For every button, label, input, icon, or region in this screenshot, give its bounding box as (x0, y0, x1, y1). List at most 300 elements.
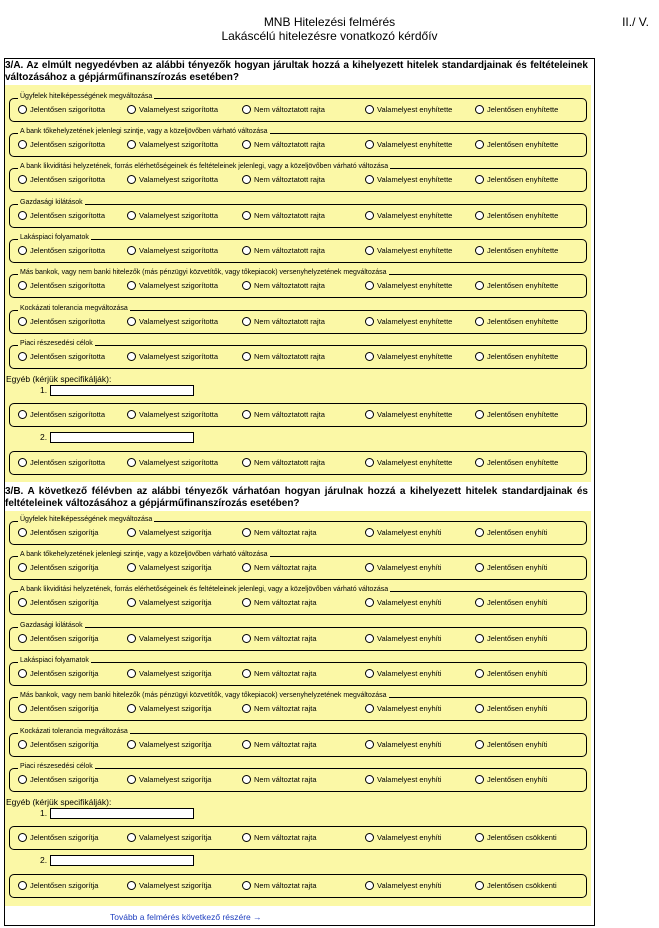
option-label: Valamelyest enyhítette (377, 317, 453, 326)
section-b-factor-2 (9, 551, 587, 580)
radio-button-icon[interactable] (242, 175, 251, 184)
section-b-factor-8-option-4[interactable] (365, 775, 441, 784)
option-label: Valamelyest enyhítette (377, 246, 453, 255)
radio-button-icon[interactable] (365, 458, 374, 467)
option-label: Jelentősen enyhítette (487, 317, 559, 326)
section-b-factor-5-option-4[interactable] (365, 669, 441, 678)
option-label: Jelentősen enyhíti (487, 634, 548, 643)
section-b-factor-3-option-4[interactable] (365, 598, 441, 607)
radio-button-icon[interactable] (242, 246, 251, 255)
radio-button-icon[interactable] (127, 281, 136, 290)
radio-button-icon[interactable] (127, 211, 136, 220)
option-label: Nem változtat rajta (254, 598, 317, 607)
section-a-factor-1-option-3[interactable] (242, 105, 325, 114)
section-a-other-1-group (9, 403, 587, 427)
radio-button-icon[interactable] (127, 458, 136, 467)
section-a-factor-6-option-1[interactable] (18, 281, 105, 290)
section-b-factor-5-option-3[interactable] (242, 669, 317, 678)
section-b-factor-6-option-3[interactable] (242, 704, 317, 713)
section-b-factor-1-option-3[interactable] (242, 528, 317, 537)
radio-button-icon[interactable] (365, 175, 374, 184)
radio-button-icon[interactable] (127, 704, 136, 713)
radio-button-icon[interactable] (365, 410, 374, 419)
radio-button-icon[interactable] (475, 563, 484, 572)
section-a-factor-7-option-1[interactable] (18, 317, 105, 326)
section-a-other-1-group-option-3[interactable] (242, 410, 325, 419)
section-b-factor-7-label: Kockázati tolerancia megváltozása (20, 728, 128, 735)
section-a-other-2-group-option-5[interactable] (475, 458, 558, 467)
radio-button-icon[interactable] (127, 669, 136, 678)
survey-subtitle: Lakáscélú hitelezésre vonatkozó kérdőív (221, 29, 438, 43)
radio-button-icon[interactable] (365, 881, 374, 890)
section-a-other-1-group-option-4[interactable] (365, 410, 452, 419)
option-label: Valamelyest szigorította (139, 175, 219, 184)
radio-button-icon[interactable] (18, 669, 27, 678)
section-a-factor-1-label: Ügyfelek hitelképességének megváltozása (20, 93, 153, 100)
section-a-factor-8-option-2[interactable] (127, 352, 218, 361)
section-b-factor-8-option-1[interactable] (18, 775, 98, 784)
radio-button-icon[interactable] (365, 740, 374, 749)
radio-button-icon[interactable] (18, 881, 27, 890)
radio-button-icon[interactable] (127, 246, 136, 255)
radio-button-icon[interactable] (475, 775, 484, 784)
option-label: Valamelyest szigorította (139, 458, 219, 467)
section-a-factor-4-option-5[interactable] (475, 211, 558, 220)
option-label: Valamelyest enyhíti (377, 704, 442, 713)
section-b-factor-5-label: Lakáspiaci folyamatok (20, 657, 89, 664)
radio-button-icon[interactable] (127, 175, 136, 184)
radio-button-icon[interactable] (18, 175, 27, 184)
radio-button-icon[interactable] (18, 317, 27, 326)
option-label: Nem változtat rajta (254, 563, 317, 572)
option-label: Nem változtatott rajta (254, 105, 325, 114)
survey-title: MNB Hitelezési felmérés (263, 15, 396, 29)
option-label: Jelentősen enyhíti (487, 528, 548, 537)
section-a-other-2-group (9, 451, 587, 475)
radio-button-icon[interactable] (365, 833, 374, 842)
section-b-factor-7-option-2[interactable] (127, 740, 211, 749)
section-b-factor-1-option-5[interactable] (475, 528, 547, 537)
radio-button-icon[interactable] (127, 105, 136, 114)
radio-button-icon[interactable] (475, 833, 484, 842)
section-a-factor-3-option-5[interactable] (475, 175, 558, 184)
option-label: Valamelyest szigorítja (139, 634, 212, 643)
option-label: Valamelyest enyhítette (377, 211, 453, 220)
radio-button-icon[interactable] (18, 563, 27, 572)
section-b-factor-7 (9, 728, 587, 757)
radio-button-icon[interactable] (365, 704, 374, 713)
section-a-title: 3/A. Az elmúlt negyedévben az alábbi tényezők hogyan járultak hozzá a kihelyezett hitelek standardjainak és feltételeinek változásához a gépjárműfinanszírozás esetében? (5, 60, 588, 83)
radio-button-icon[interactable] (127, 563, 136, 572)
radio-button-icon[interactable] (242, 775, 251, 784)
option-label: Valamelyest szigorítja (139, 833, 212, 842)
radio-button-icon[interactable] (127, 317, 136, 326)
option-label: Jelentősen enyhítette (487, 246, 559, 255)
section-b-factor-2-option-4[interactable] (365, 563, 441, 572)
section-a-factor-2-option-2[interactable] (127, 140, 218, 149)
radio-button-icon[interactable] (18, 105, 27, 114)
radio-button-icon[interactable] (365, 563, 374, 572)
option-label: Jelentősen csökkenti (487, 833, 557, 842)
next-section-link[interactable]: Tovább a felmérés következő részére → (110, 912, 262, 922)
radio-button-icon[interactable] (475, 458, 484, 467)
radio-button-icon[interactable] (475, 881, 484, 890)
section-a-factor-5 (9, 234, 587, 263)
radio-button-icon[interactable] (242, 669, 251, 678)
section-a-factor-5-option-4[interactable] (365, 246, 452, 255)
radio-button-icon[interactable] (365, 281, 374, 290)
option-label: Valamelyest szigorította (139, 281, 219, 290)
option-label: Nem változtat rajta (254, 881, 317, 890)
option-label: Jelentősen szigorította (30, 175, 106, 184)
section-a-factor-2-option-5[interactable] (475, 140, 558, 149)
section-b-factor-1-label: Ügyfelek hitelképességének megváltozása (20, 516, 153, 523)
radio-button-icon[interactable] (365, 246, 374, 255)
radio-button-icon[interactable] (242, 881, 251, 890)
option-label: Valamelyest enyhíti (377, 833, 442, 842)
section-b-factor-6 (9, 692, 587, 721)
option-label: Nem változtat rajta (254, 669, 317, 678)
option-label: Jelentősen szigorítja (30, 740, 99, 749)
section-a-factor-8 (9, 340, 587, 369)
section-b-factor-2-option-2[interactable] (127, 563, 211, 572)
section-a-factor-1-option-4[interactable] (365, 105, 452, 114)
option-label: Jelentősen szigorítja (30, 634, 99, 643)
radio-button-icon[interactable] (18, 211, 27, 220)
radio-button-icon[interactable] (127, 140, 136, 149)
section-a-other-2-group-option-3[interactable] (242, 458, 325, 467)
section-a-factor-6-option-2[interactable] (127, 281, 218, 290)
section-a-factor-5-option-3[interactable] (242, 246, 325, 255)
option-label: Nem változtatott rajta (254, 211, 325, 220)
radio-button-icon[interactable] (127, 598, 136, 607)
option-label: Nem változtatott rajta (254, 317, 325, 326)
radio-button-icon[interactable] (242, 528, 251, 537)
radio-button-icon[interactable] (18, 410, 27, 419)
radio-button-icon[interactable] (18, 740, 27, 749)
radio-button-icon[interactable] (365, 105, 374, 114)
section-a-other-1-num: 1. (40, 385, 48, 395)
option-label: Jelentősen enyhíti (487, 598, 548, 607)
section-b-factor-8-option-3[interactable] (242, 775, 317, 784)
option-label: Valamelyest szigorította (139, 105, 219, 114)
radio-button-icon[interactable] (475, 528, 484, 537)
section-a-factor-1-option-1[interactable] (18, 105, 105, 114)
section-a-other-2-group-option-4[interactable] (365, 458, 452, 467)
radio-button-icon[interactable] (127, 352, 136, 361)
section-a-factor-3-label: A bank likviditási helyzetének, forrás elérhetőségeinek és feltételeinek jelenlegi, vagy a közeljövőben várható változása (20, 163, 389, 170)
option-label: Valamelyest szigorítja (139, 598, 212, 607)
radio-button-icon[interactable] (18, 775, 27, 784)
radio-button-icon[interactable] (242, 352, 251, 361)
radio-button-icon[interactable] (365, 528, 374, 537)
section-a-factor-5-option-2[interactable] (127, 246, 218, 255)
radio-button-icon[interactable] (475, 410, 484, 419)
section-b-other-1-group-option-1[interactable] (18, 833, 98, 842)
section-b-title: 3/B. A következő félévben az alábbi tényezők várhatóan hogyan járulnak hozzá a kihelyezett hitelek standardjainak és feltételeinek változásához a gépjárműfinanszírozás esetében? (5, 486, 588, 509)
option-label: Valamelyest szigorította (139, 246, 219, 255)
section-a-factor-3-option-3[interactable] (242, 175, 325, 184)
radio-button-icon[interactable] (242, 704, 251, 713)
option-label: Valamelyest szigorítja (139, 740, 212, 749)
radio-button-icon[interactable] (365, 775, 374, 784)
option-label: Valamelyest enyhítette (377, 105, 453, 114)
option-label: Jelentősen csökkenti (487, 881, 557, 890)
option-label: Valamelyest enyhíti (377, 740, 442, 749)
radio-button-icon[interactable] (242, 140, 251, 149)
radio-button-icon[interactable] (127, 833, 136, 842)
option-label: Nem változtatott rajta (254, 281, 325, 290)
radio-button-icon[interactable] (127, 740, 136, 749)
section-a-factor-7-option-3[interactable] (242, 317, 325, 326)
section-b-other-2-group (9, 874, 587, 898)
section-b-factor-1-option-2[interactable] (127, 528, 211, 537)
section-b-factor-7-option-5[interactable] (475, 740, 547, 749)
option-label: Jelentősen szigorította (30, 211, 106, 220)
radio-button-icon[interactable] (365, 634, 374, 643)
radio-button-icon[interactable] (18, 833, 27, 842)
option-label: Valamelyest enyhítette (377, 410, 453, 419)
section-b-factor-3-option-1[interactable] (18, 598, 98, 607)
radio-button-icon[interactable] (18, 281, 27, 290)
option-label: Jelentősen szigorította (30, 410, 106, 419)
option-label: Nem változtat rajta (254, 704, 317, 713)
radio-button-icon[interactable] (242, 833, 251, 842)
section-a-factor-1-option-2[interactable] (127, 105, 218, 114)
section-b-factor-7-option-3[interactable] (242, 740, 317, 749)
section-b-factor-8-option-5[interactable] (475, 775, 547, 784)
radio-button-icon[interactable] (127, 881, 136, 890)
radio-button-icon[interactable] (475, 352, 484, 361)
radio-button-icon[interactable] (242, 105, 251, 114)
option-label: Valamelyest szigorította (139, 352, 219, 361)
section-a-factor-5-option-1[interactable] (18, 246, 105, 255)
section-a-other-1-group-option-2[interactable] (127, 410, 218, 419)
option-label: Nem változtatott rajta (254, 175, 325, 184)
section-b-factor-8-option-2[interactable] (127, 775, 211, 784)
section-a-factor-3-option-1[interactable] (18, 175, 105, 184)
section-b-factor-3-option-2[interactable] (127, 598, 211, 607)
radio-button-icon[interactable] (242, 281, 251, 290)
option-label: Nem változtatott rajta (254, 410, 325, 419)
section-b-factor-1-option-1[interactable] (18, 528, 98, 537)
section-a-factor-7-option-4[interactable] (365, 317, 452, 326)
section-b-other-1-group-option-2[interactable] (127, 833, 211, 842)
option-label: Valamelyest enyhítette (377, 352, 453, 361)
section-a-factor-3-option-4[interactable] (365, 175, 452, 184)
section-b-other-2-group-option-2[interactable] (127, 881, 211, 890)
radio-button-icon[interactable] (475, 211, 484, 220)
section-a-factor-2-option-1[interactable] (18, 140, 105, 149)
option-label: Jelentősen enyhítette (487, 175, 559, 184)
section-b-factor-6-option-2[interactable] (127, 704, 211, 713)
option-label: Valamelyest szigorítja (139, 881, 212, 890)
section-a-factor-2 (9, 128, 587, 157)
radio-button-icon[interactable] (242, 563, 251, 572)
section-b-factor-3-option-5[interactable] (475, 598, 547, 607)
section-b-other-2-group-option-3[interactable] (242, 881, 317, 890)
section-b-other-1-group-option-5[interactable] (475, 833, 557, 842)
option-label: Valamelyest szigorítja (139, 704, 212, 713)
section-b-factor-2-option-3[interactable] (242, 563, 317, 572)
section-a-other-2-group-option-1[interactable] (18, 458, 105, 467)
option-label: Valamelyest szigorítja (139, 775, 212, 784)
section-a-factor-5-option-5[interactable] (475, 246, 558, 255)
section-b-factor-1-option-4[interactable] (365, 528, 441, 537)
option-label: Jelentősen enyhítette (487, 105, 559, 114)
section-b-factor-2-option-5[interactable] (475, 563, 547, 572)
radio-button-icon[interactable] (127, 775, 136, 784)
section-a-factor-6-option-3[interactable] (242, 281, 325, 290)
option-label: Nem változtatott rajta (254, 246, 325, 255)
section-a-factor-4-option-4[interactable] (365, 211, 452, 220)
option-label: Jelentősen enyhíti (487, 704, 548, 713)
section-b-factor-4-option-1[interactable] (18, 634, 98, 643)
section-b-factor-6-option-5[interactable] (475, 704, 547, 713)
radio-button-icon[interactable] (18, 246, 27, 255)
radio-button-icon[interactable] (365, 317, 374, 326)
section-b-other-1-group (9, 826, 587, 850)
radio-button-icon[interactable] (242, 740, 251, 749)
section-b-factor-2-option-1[interactable] (18, 563, 98, 572)
section-b-factor-4-option-2[interactable] (127, 634, 211, 643)
section-b-other-2-group-option-1[interactable] (18, 881, 98, 890)
radio-button-icon[interactable] (365, 211, 374, 220)
section-a-other-2-input[interactable] (50, 432, 194, 443)
option-label: Valamelyest szigorította (139, 140, 219, 149)
radio-button-icon[interactable] (242, 410, 251, 419)
radio-button-icon[interactable] (475, 175, 484, 184)
radio-button-icon[interactable] (18, 352, 27, 361)
option-label: Valamelyest szigorítja (139, 563, 212, 572)
radio-button-icon[interactable] (475, 281, 484, 290)
radio-button-icon[interactable] (475, 246, 484, 255)
section-b-other-2-group-option-4[interactable] (365, 881, 441, 890)
option-label: Valamelyest enyhítette (377, 140, 453, 149)
section-b-factor-4-option-3[interactable] (242, 634, 317, 643)
option-label: Jelentősen szigorítja (30, 598, 99, 607)
section-b-factor-7-option-1[interactable] (18, 740, 98, 749)
option-label: Jelentősen szigorította (30, 352, 106, 361)
option-label: Valamelyest enyhíti (377, 775, 442, 784)
radio-button-icon[interactable] (18, 704, 27, 713)
radio-button-icon[interactable] (242, 458, 251, 467)
radio-button-icon[interactable] (127, 410, 136, 419)
section-b-factor-5-option-2[interactable] (127, 669, 211, 678)
section-b-factor-7-option-4[interactable] (365, 740, 441, 749)
section-b-factor-3-option-3[interactable] (242, 598, 317, 607)
radio-button-icon[interactable] (475, 669, 484, 678)
section-a-factor-4-option-2[interactable] (127, 211, 218, 220)
section-a-factor-2-option-3[interactable] (242, 140, 325, 149)
section-b-factor-5-option-1[interactable] (18, 669, 98, 678)
section-b-other-1-group-option-4[interactable] (365, 833, 441, 842)
option-label: Nem változtatott rajta (254, 352, 325, 361)
radio-button-icon[interactable] (242, 211, 251, 220)
option-label: Jelentősen szigorítja (30, 775, 99, 784)
section-a-factor-2-option-4[interactable] (365, 140, 452, 149)
section-b-factor-5-option-5[interactable] (475, 669, 547, 678)
option-label: Jelentősen enyhítette (487, 410, 559, 419)
section-a-factor-2-label: A bank tőkehelyzetének jelenlegi szintje, vagy a közeljövőben várható változása (20, 128, 268, 135)
radio-button-icon[interactable] (365, 140, 374, 149)
radio-button-icon[interactable] (127, 528, 136, 537)
section-b-other-1-input[interactable] (50, 808, 194, 819)
section-a-factor-7-option-5[interactable] (475, 317, 558, 326)
radio-button-icon[interactable] (475, 634, 484, 643)
radio-button-icon[interactable] (475, 598, 484, 607)
section-b-factor-6-option-1[interactable] (18, 704, 98, 713)
radio-button-icon[interactable] (18, 458, 27, 467)
option-label: Nem változtatott rajta (254, 458, 325, 467)
section-a-other-1-input[interactable] (50, 385, 194, 396)
section-a-factor-8-option-5[interactable] (475, 352, 558, 361)
radio-button-icon[interactable] (242, 634, 251, 643)
section-b-factor-4-option-4[interactable] (365, 634, 441, 643)
radio-button-icon[interactable] (18, 140, 27, 149)
radio-button-icon[interactable] (475, 140, 484, 149)
radio-button-icon[interactable] (18, 528, 27, 537)
section-a-factor-8-option-1[interactable] (18, 352, 105, 361)
section-a-other-1-group-option-1[interactable] (18, 410, 105, 419)
section-a-other-2-group-option-2[interactable] (127, 458, 218, 467)
section-b-factor-1 (9, 516, 587, 545)
section-b-other-1-group-option-3[interactable] (242, 833, 317, 842)
option-label: Nem változtat rajta (254, 634, 317, 643)
radio-button-icon[interactable] (475, 740, 484, 749)
option-label: Jelentősen szigorítja (30, 563, 99, 572)
radio-button-icon[interactable] (365, 352, 374, 361)
radio-button-icon[interactable] (242, 598, 251, 607)
option-label: Valamelyest enyhítette (377, 281, 453, 290)
radio-button-icon[interactable] (18, 598, 27, 607)
radio-button-icon[interactable] (365, 598, 374, 607)
section-a-factor-6-option-4[interactable] (365, 281, 452, 290)
option-label: Valamelyest enyhíti (377, 669, 442, 678)
radio-button-icon[interactable] (242, 317, 251, 326)
section-a-factor-4-option-3[interactable] (242, 211, 325, 220)
section-a-factor-6 (9, 269, 587, 298)
section-a-factor-4-option-1[interactable] (18, 211, 105, 220)
section-a-other-1-group-option-5[interactable] (475, 410, 558, 419)
option-label: Jelentősen enyhíti (487, 775, 548, 784)
section-a-factor-3-option-2[interactable] (127, 175, 218, 184)
section-a-factor-6-option-5[interactable] (475, 281, 558, 290)
option-label: Jelentősen szigorítja (30, 833, 99, 842)
section-b-factor-4-option-5[interactable] (475, 634, 547, 643)
section-a-factor-8-option-4[interactable] (365, 352, 452, 361)
section-a-factor-8-option-3[interactable] (242, 352, 325, 361)
section-b-factor-6-option-4[interactable] (365, 704, 441, 713)
radio-button-icon[interactable] (475, 317, 484, 326)
radio-button-icon[interactable] (475, 704, 484, 713)
option-label: Jelentősen szigorítja (30, 881, 99, 890)
section-a-other-label: Egyéb (kérjük specifikálják): (6, 374, 112, 384)
section-b-other-2-input[interactable] (50, 855, 194, 866)
radio-button-icon[interactable] (127, 634, 136, 643)
option-label: Nem változtat rajta (254, 740, 317, 749)
section-a-factor-1-option-5[interactable] (475, 105, 558, 114)
option-label: Jelentősen enyhítette (487, 458, 559, 467)
section-b-other-2-group-option-5[interactable] (475, 881, 557, 890)
option-label: Jelentősen enyhítette (487, 281, 559, 290)
section-a-factor-7-option-2[interactable] (127, 317, 218, 326)
radio-button-icon[interactable] (475, 105, 484, 114)
radio-button-icon[interactable] (18, 634, 27, 643)
option-label: Jelentősen szigorította (30, 317, 106, 326)
option-label: Valamelyest szigorította (139, 317, 219, 326)
radio-button-icon[interactable] (365, 669, 374, 678)
